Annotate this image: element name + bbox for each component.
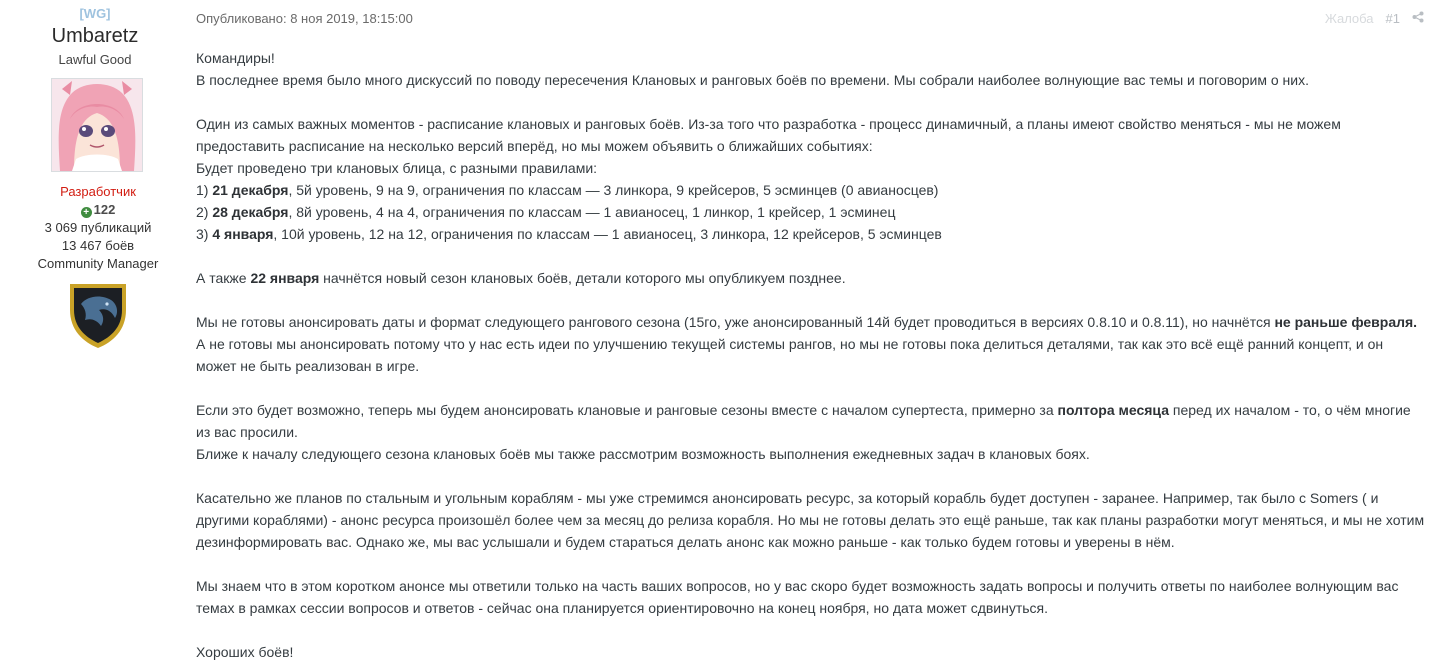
blitz-item: 2) 28 декабря, 8й уровень, 4 на 4, ограничения по классам — 1 авианосец, 1 линкор, 1 крейсер, 1 эсминец xyxy=(196,204,896,220)
post-content xyxy=(196,47,1426,663)
schedule-paragraph: Один из самых важных моментов - расписание клановых и ранговых боёв. Из-за того что разработка - процесс динамичный, а планы имеют свойство меняться - мы не можем предоставить расписание на несколько версий вперёд, но мы можем объявить о ближайших событиях: xyxy=(196,116,1341,154)
reputation-value: 122 xyxy=(93,202,116,217)
clan-tag[interactable]: [WG] xyxy=(79,6,111,21)
post-tools xyxy=(1325,11,1424,26)
group-badge-icon xyxy=(67,280,129,355)
qa-paragraph: Мы знаем что в этом коротком анонсе мы ответили только на часть ваших вопросов, но у вас скоро будет возможность задать вопросы и получить ответы по наиболее волнующим вас темах в рамках сессии вопросов и ответов - сейчас она планируется ориентировочно на конец ноября, но дата может сдвинуться. xyxy=(196,578,1399,616)
author-name[interactable]: Umbaretz xyxy=(51,25,139,47)
avatar[interactable] xyxy=(51,78,143,172)
blitz-date: 28 декабря xyxy=(212,204,289,220)
plus-icon: + xyxy=(81,207,92,218)
announce-paragraph: Если это будет возможно, теперь мы будем анонсировать клановые и ранговые сезоны вместе с началом супертеста, примерно за полтора месяца перед их началом - то, о чём многие из вас просили. xyxy=(196,402,1411,440)
blitz-intro: Будет проведено три клановых блица, с разными правилами: xyxy=(196,160,598,176)
clan-season-paragraph: А также 22 января начнётся новый сезон клановых боёв, детали которого мы опубликуем позднее. xyxy=(196,270,846,286)
reputation xyxy=(0,202,196,218)
greeting: Командиры! xyxy=(196,50,275,66)
report-link[interactable]: Жалоба xyxy=(1324,11,1374,26)
avatar-image xyxy=(52,79,142,171)
post-date: Опубликовано: 8 ноя 2019, 18:15:00 xyxy=(196,11,413,26)
post-count: 3 069 публикаций xyxy=(44,220,152,235)
closing: Хороших боёв! xyxy=(196,644,294,660)
blitz-item: 3) 4 января, 10й уровень, 12 на 12, ограничения по классам — 1 авианосец, 3 линкора, 12 крейсеров, 5 эсминцев xyxy=(196,226,942,242)
post-number-link[interactable]: #1 xyxy=(1385,11,1400,26)
steel-coal-paragraph: Касательно же планов по стальным и угольным кораблям - мы уже стремимся анонсировать ресурс, за который корабль будет доступен - заранее. Например, так было с Somers ( и другими кораблями) - анонс ресурса произошёл более чем за месяц до релиза корабля. Но мы не готовы делать это ещё раньше, так как планы разработки могут меняться, и мы не хотим дезинформировать вас. Однако же, мы вас услышали и будем стараться делать анонс как можно раньше - как только будем готовы и уверены в нём. xyxy=(196,490,1425,550)
blitz-date: 21 декабря xyxy=(212,182,289,198)
author-group: Community Manager xyxy=(37,256,159,271)
ranked-season-paragraph: Мы не готовы анонсировать даты и формат следующего рангового сезона (15го, уже анонсированный 14й будет проводиться в версиях 0.8.10 и 0.8.11), но начнётся не раньше февраля. А не готовы мы анонсировать потому что у нас есть идеи по улучшению текущей системы рангов, но мы не готовы пока делиться деталями, так как это всё ещё ранний концепт, и он может не быть реализован в игре. xyxy=(196,314,1418,374)
blitz-item: 1) 21 декабря, 5й уровень, 9 на 9, ограничения по классам — 3 линкора, 9 крейсеров, 5 эсминцев (0 авианосцев) xyxy=(196,182,939,198)
intro-paragraph: В последнее время было много дискуссий по поводу пересечения Клановых и ранговых боёв по времени. Мы собрали наиболее волнующие вас темы и поговорим о них. xyxy=(196,72,1309,88)
blitz-date: 4 января xyxy=(212,226,274,242)
share-icon[interactable] xyxy=(1412,11,1424,26)
author-role: Разработчик xyxy=(60,184,136,199)
daily-tasks-paragraph: Ближе к началу следующего сезона клановых боёв мы также рассмотрим возможность выполнения ежедневных задач в клановых боях. xyxy=(196,446,1090,462)
battle-count: 13 467 боёв xyxy=(61,238,135,253)
author-title: Lawful Good xyxy=(58,52,132,67)
